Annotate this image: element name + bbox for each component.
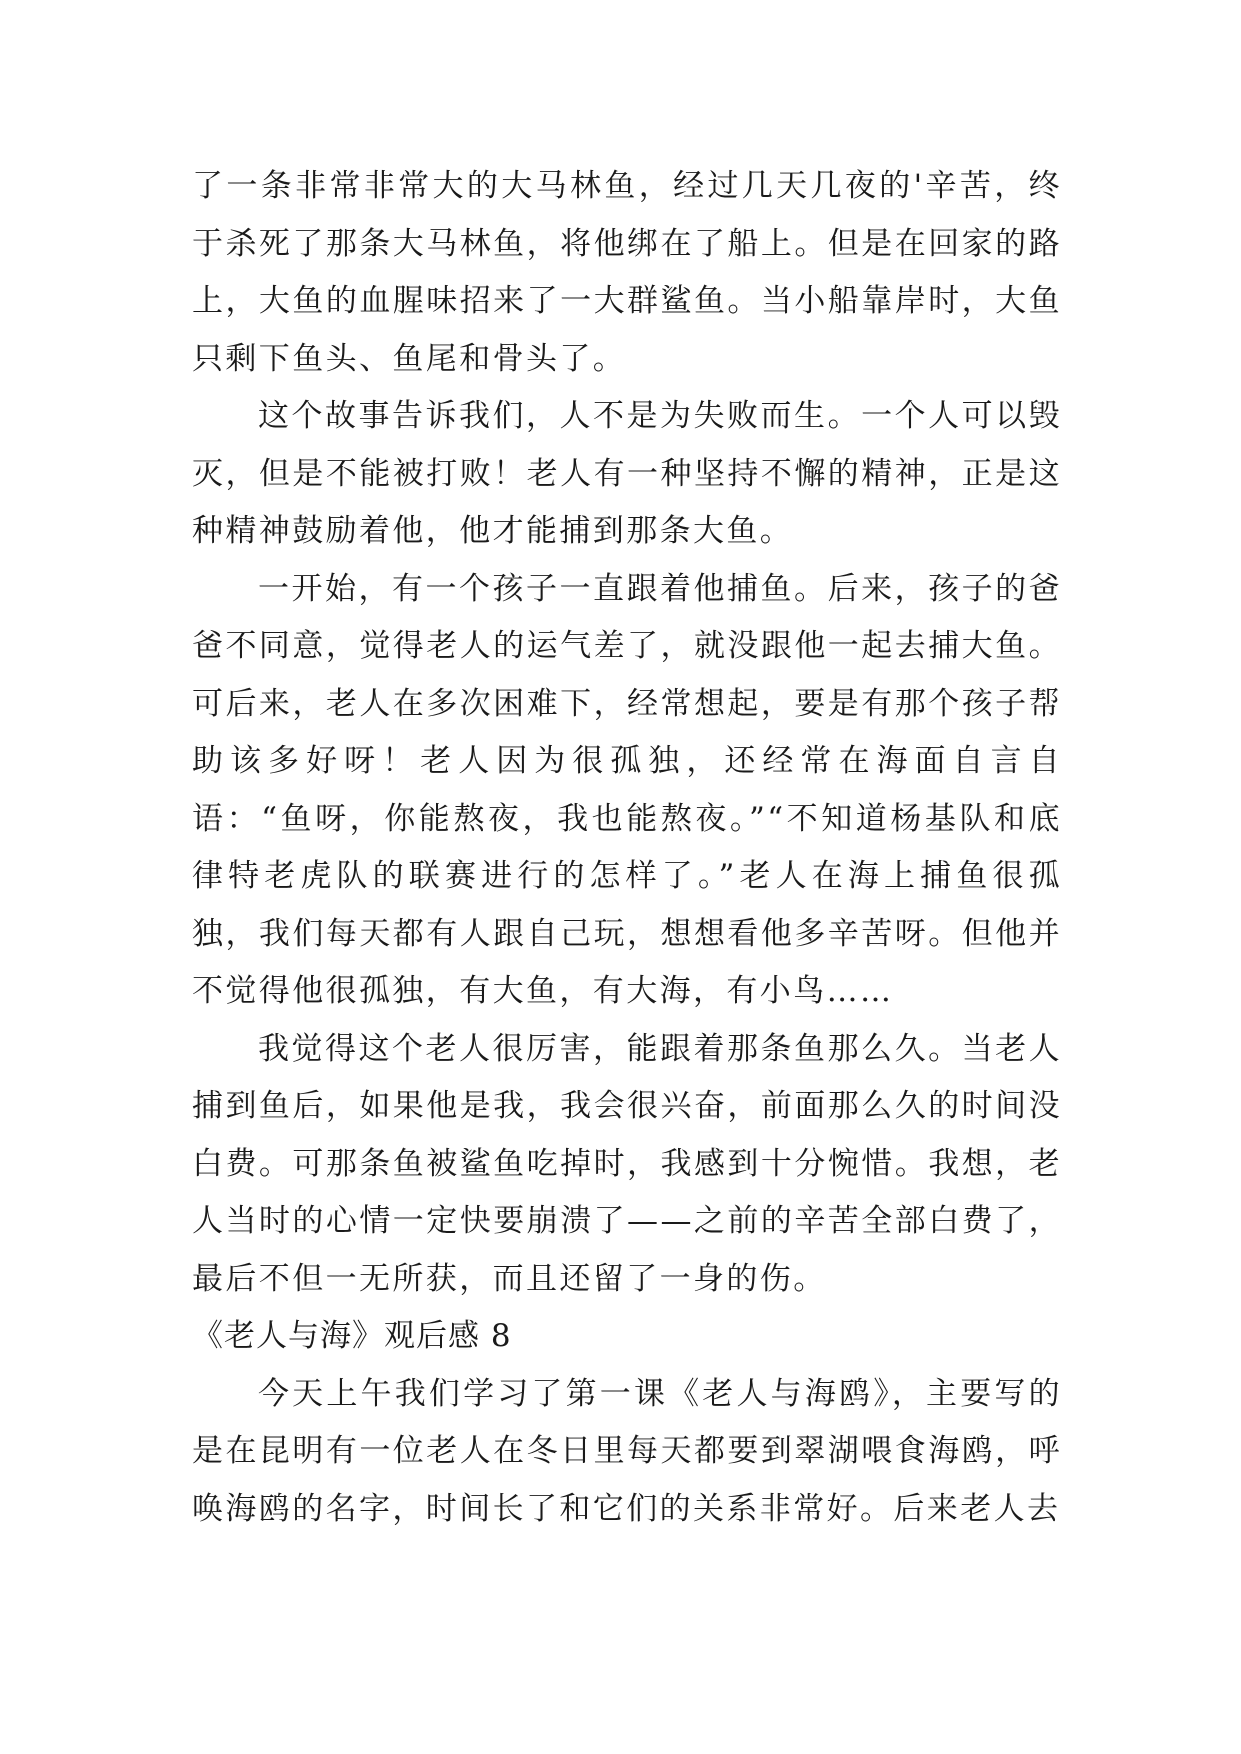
section-heading: 《老人与海》观后感 8 — [192, 1318, 512, 1354]
paragraph-reflection: 我觉得这个老人很厉害，能跟着那条鱼那么久。当老人捕到鱼后，如果他是我，我会很兴奋，前面那么久的时间没白费。可那条鱼被鲨鱼吃掉时，我感到十分惋惜。我想，老人当时的心情一定快要崩溃了——之前的辛苦全部白费了，最后不但一无所获，而且还留了一身的伤。 — [192, 1030, 1062, 1297]
paragraph-boy-and-loneliness: 一开始，有一个孩子一直跟着他捕鱼。后来，孩子的爸爸不同意，觉得老人的运气差了，就没跟他一起去捕大鱼。可后来，老人在多次困难下，经常想起，要是有那个孩子帮助该多好呀！老人因为很孤独，还经常在海面自言自语：“鱼呀，你能熬夜，我也能熬夜。”“不知道杨基队和底律特老虎队的联赛进行的怎样了。”老人在海上捕鱼很孤独，我们每天都有人跟自己玩，想想看他多辛苦呀。但他并不觉得他很孤独，有大鱼，有大海，有小鸟…… — [192, 570, 1062, 1009]
paragraph-new-essay-intro: 今天上午我们学习了第一课《老人与海鸥》，主要写的是在昆明有一位老人在冬日里每天都要到翠湖喂食海鸥，呼唤海鸥的名字，时间长了和它们的关系非常好。后来老人去 — [192, 1375, 1062, 1527]
document-body — [192, 158, 1062, 1538]
paragraph-story-summary: 了一条非常非常大的大马林鱼，经过几天几夜的'辛苦，终于杀死了那条大马林鱼，将他绑在了船上。但是在回家的路上，大鱼的血腥味招来了一大群鲨鱼。当小船靠岸时，大鱼只剩下鱼头、鱼尾和骨头了。 — [192, 168, 1062, 377]
paragraph-lesson: 这个故事告诉我们，人不是为失败而生。一个人可以毁灭，但是不能被打败！老人有一种坚持不懈的精神，正是这种精神鼓励着他，他才能捕到那条大鱼。 — [192, 398, 1062, 549]
